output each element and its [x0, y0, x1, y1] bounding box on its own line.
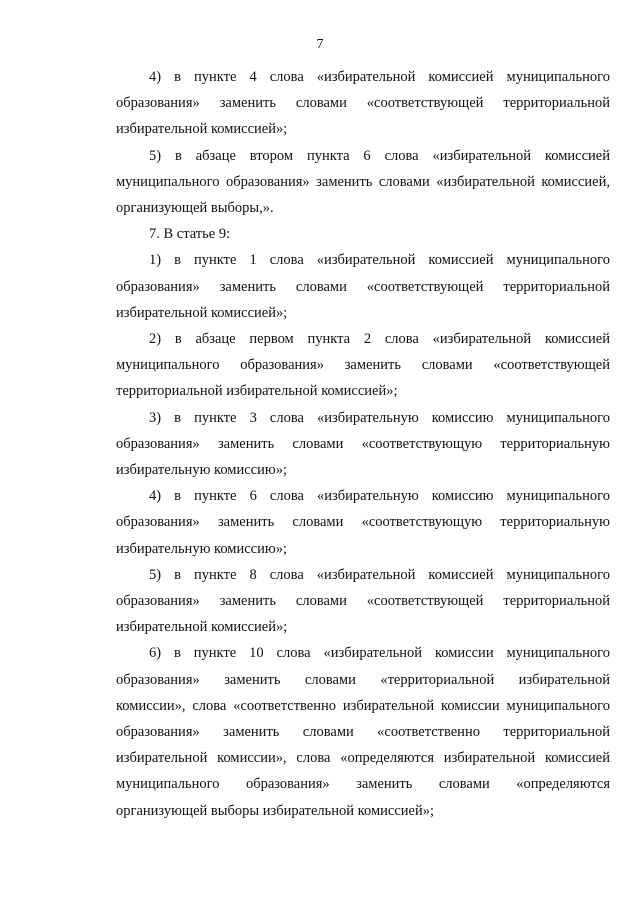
- text-line: образования» заменить словами «соответствующую территориальную: [116, 435, 610, 452]
- text-line: 6) в пункте 10 слова «избирательной комиссии муниципального: [149, 645, 610, 662]
- paragraph-item-6-point-10: [116, 640, 610, 823]
- text-line: 5) в пункте 8 слова «избирательной комиссией муниципального: [149, 566, 610, 583]
- text-line: избирательной комиссией»;: [116, 619, 288, 636]
- text-line: организующей выборы,».: [116, 200, 274, 217]
- text-line: 4) в пункте 6 слова «избирательную комиссию муниципального: [149, 488, 610, 505]
- paragraph-item-5-point-8: [116, 562, 610, 641]
- paragraph-item-2-point-2: [116, 326, 610, 405]
- text-line: образования» заменить словами «соответствующую территориальную: [116, 514, 610, 531]
- section-heading-article-9: [116, 221, 610, 247]
- text-line: 7. В статье 9:: [149, 226, 231, 243]
- text-line: 5) в абзаце втором пункта 6 слова «избирательной комиссией: [149, 147, 610, 164]
- text-line: муниципального образования» заменить словами «определяются: [116, 776, 610, 793]
- paragraph-item-1-point-1: [116, 247, 610, 326]
- text-line: избирательной комиссией»;: [116, 121, 288, 138]
- text-line: организующей выборы избирательной комиссией»;: [116, 802, 435, 819]
- document-body: [116, 64, 610, 824]
- text-line: образования» заменить словами «соответственно территориальной: [116, 724, 610, 741]
- text-line: избирательной комиссией»;: [116, 304, 288, 321]
- text-line: муниципального образования» заменить словами «избирательной комиссией,: [116, 173, 610, 190]
- text-line: образования» заменить словами «соответствующей территориальной: [116, 593, 610, 610]
- paragraph-item-5-point-6: [116, 143, 610, 222]
- text-line: 3) в пункте 3 слова «избирательную комиссию муниципального: [149, 409, 610, 426]
- paragraph-item-3-point-3: [116, 405, 610, 484]
- text-line: образования» заменить словами «территориальной избирательной: [116, 671, 610, 688]
- text-line: избирательную комиссию»;: [116, 540, 287, 557]
- text-line: 4) в пункте 4 слова «избирательной комиссией муниципального: [149, 69, 610, 85]
- text-line: 2) в абзаце первом пункта 2 слова «избирательной комиссией: [149, 331, 610, 348]
- text-line: избирательной комиссии», слова «определяются избирательной комиссией: [116, 750, 610, 767]
- text-line: образования» заменить словами «соответствующей территориальной: [116, 95, 610, 112]
- text-line: избирательную комиссию»;: [116, 462, 287, 479]
- text-line: образования» заменить словами «соответствующей территориальной: [116, 278, 610, 295]
- text-line: комиссии», слова «соответственно избирательной комиссии муниципального: [116, 697, 610, 714]
- text-line: муниципального образования» заменить словами «соответствующей: [116, 357, 610, 374]
- paragraph-item-4-point-6: [116, 483, 610, 562]
- page-number: 7: [316, 37, 324, 52]
- text-line: 1) в пункте 1 слова «избирательной комиссией муниципального: [149, 252, 610, 269]
- paragraph-item-4-point-4: [116, 64, 610, 143]
- text-line: территориальной избирательной комиссией»;: [116, 383, 398, 400]
